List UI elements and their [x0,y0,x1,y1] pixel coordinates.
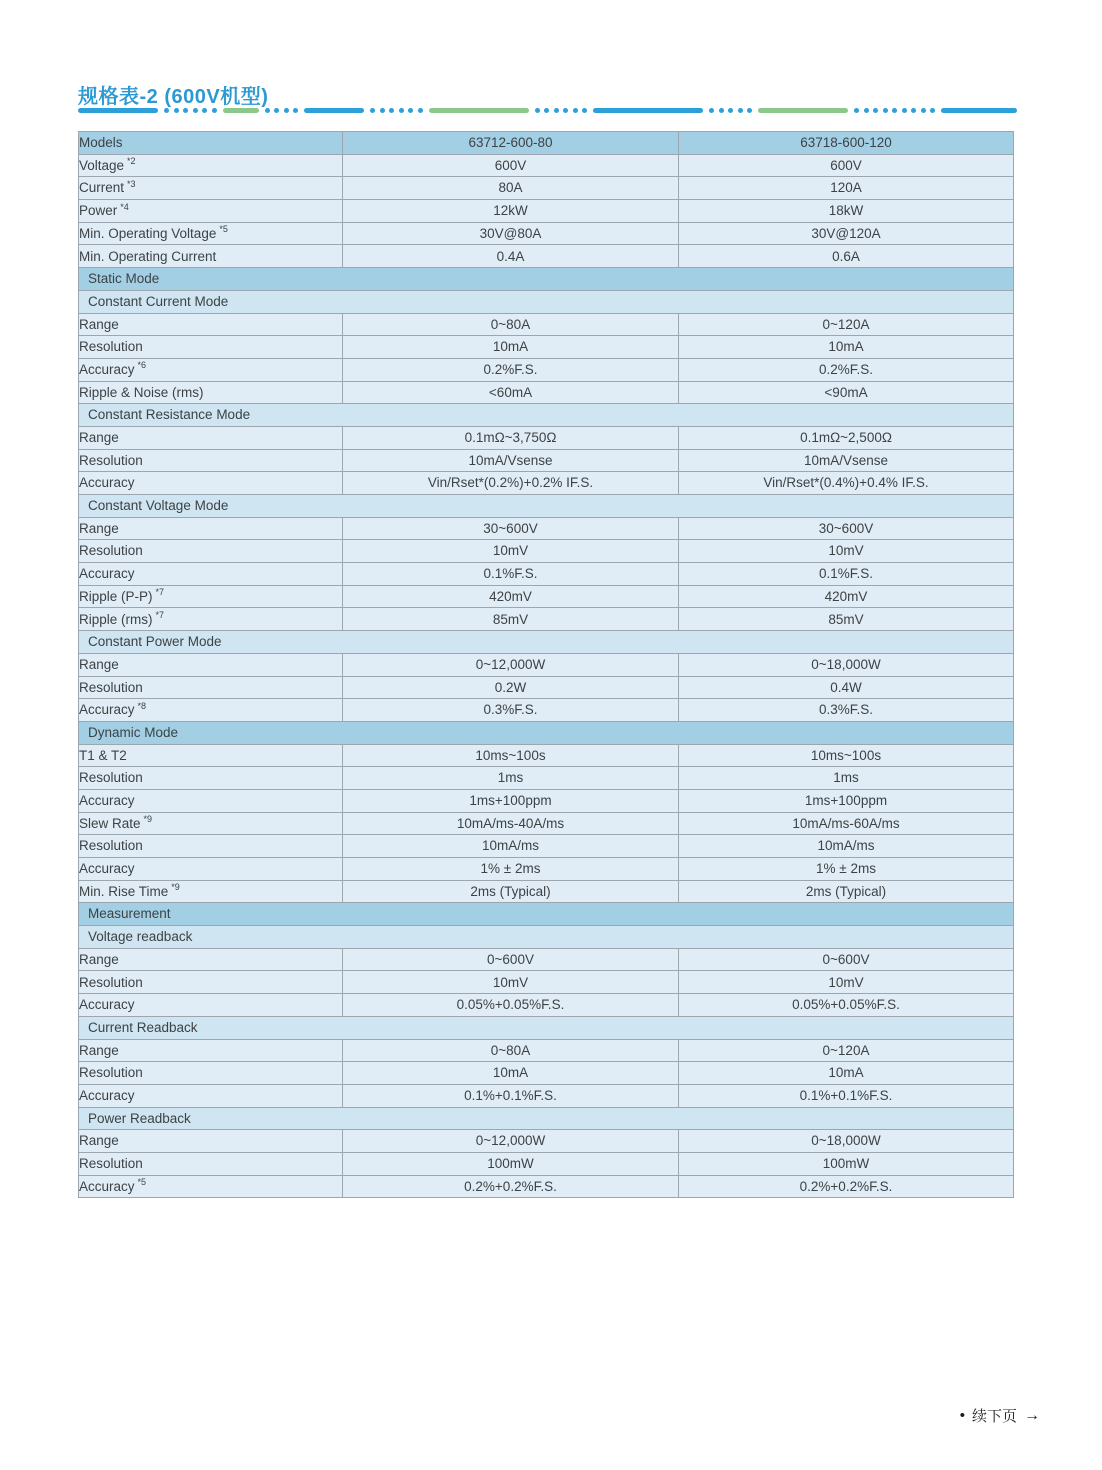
row-label: Min. Rise Time $^{*9}$ [79,880,343,903]
row-value-model2: 600V [679,154,1014,177]
row-value-model1: 10mA [343,1062,679,1085]
table-row [79,222,1014,245]
table-row [79,358,1014,381]
table-row [79,585,1014,608]
row-label: Accuracy $^{*5}$ [79,1175,343,1198]
continued-next-page-note [960,1405,1040,1426]
row-value-model2: 0~600V [679,948,1014,971]
row-label: Resolution [79,971,343,994]
subsection-header-row [79,1016,1014,1039]
table-row [79,472,1014,495]
section-header-label: Power Readback [79,1107,1014,1130]
table-row [79,1175,1014,1198]
row-value-model1: 0.2W [343,676,679,699]
row-value-model2: 0.2%F.S. [679,358,1014,381]
table-row [79,994,1014,1017]
table-row [79,676,1014,699]
deco-bar [304,108,364,113]
deco-bar [758,108,848,113]
row-value-model2: 1ms+100ppm [679,789,1014,812]
footnote-marker: *9 [143,814,153,825]
subsection-header-row [79,926,1014,949]
spec-table [78,131,1014,1198]
row-value-model1: 10mV [343,971,679,994]
row-label: Resolution [79,1062,343,1085]
models-header-row [79,132,1014,155]
row-value-model2: 100mW [679,1152,1014,1175]
row-value-model2: 10mA [679,336,1014,359]
table-row [79,563,1014,586]
section-header-row [79,268,1014,291]
row-value-model2: 420mV [679,585,1014,608]
table-row [79,948,1014,971]
title-underline-decoration [78,107,1022,114]
row-value-model2: 10mV [679,540,1014,563]
row-value-model2: 0.1mΩ~2,500Ω [679,426,1014,449]
row-value-model1: 1ms+100ppm [343,789,679,812]
row-label: Resolution [79,336,343,359]
footnote-marker: *3 [127,178,136,189]
row-value-model1: 600V [343,154,679,177]
deco-dots [709,108,752,113]
table-row [79,1130,1014,1153]
footnote-marker: *8 [137,700,147,711]
row-label: Min. Operating Voltage $^{*5}$ [79,222,343,245]
row-value-model1: 0.1mΩ~3,750Ω [343,426,679,449]
row-value-model2: 1% ± 2ms [679,858,1014,881]
row-label: Accuracy [79,472,343,495]
table-row [79,767,1014,790]
row-value-model1: 10ms~100s [343,744,679,767]
row-value-model2: 0~18,000W [679,653,1014,676]
table-row [79,835,1014,858]
table-row [79,154,1014,177]
row-value-model1: 10mA/ms [343,835,679,858]
section-header-row [79,721,1014,744]
row-value-model2: 0.1%+0.1%F.S. [679,1084,1014,1107]
row-value-model1: 0.4A [343,245,679,268]
row-value-model1: 0~12,000W [343,1130,679,1153]
section-header-label: Measurement [79,903,1014,926]
section-header-label: Voltage readback [79,926,1014,949]
section-header-label: Static Mode [79,268,1014,291]
row-value-model1: 10mA [343,336,679,359]
row-value-model1: 1% ± 2ms [343,858,679,881]
row-value-model2: 0~18,000W [679,1130,1014,1153]
row-label: Resolution [79,540,343,563]
models-header-label: Models [79,132,343,155]
section-header-label: Constant Current Mode [79,290,1014,313]
row-value-model1: Vin/Rset*(0.2%)+0.2% IF.S. [343,472,679,495]
table-row [79,517,1014,540]
row-value-model1: 0~600V [343,948,679,971]
footnote-marker: *7 [155,610,165,621]
row-label: Min. Operating Current [79,245,343,268]
row-value-model1: 2ms (Typical) [343,880,679,903]
row-label: Slew Rate $^{*9}$ [79,812,343,835]
table-row [79,336,1014,359]
table-row [79,971,1014,994]
row-value-model1: <60mA [343,381,679,404]
row-value-model2: 10mA/ms-60A/ms [679,812,1014,835]
section-header-row [79,903,1014,926]
row-value-model1: 0.2%+0.2%F.S. [343,1175,679,1198]
subsection-header-row [79,404,1014,427]
deco-dots [265,108,299,113]
continued-text: 续下页 [971,1408,1017,1425]
row-value-model2: 10mA/Vsense [679,449,1014,472]
section-header-label: Current Readback [79,1016,1014,1039]
table-row [79,313,1014,336]
row-label: Accuracy [79,858,343,881]
row-value-model1: 1ms [343,767,679,790]
model-column-2: 63718-600-120 [679,132,1014,155]
footnote-marker: *7 [155,587,165,598]
footnote-marker: *6 [137,360,147,371]
table-row [79,1152,1014,1175]
row-value-model1: 10mA/Vsense [343,449,679,472]
footnote-marker: *5 [137,1177,147,1188]
section-header-label: Constant Voltage Mode [79,495,1014,518]
table-row [79,200,1014,223]
row-value-model2: 10ms~100s [679,744,1014,767]
page-title: 规格表-2 (600V机型) [78,86,269,108]
deco-dots [370,108,423,113]
row-label: Accuracy $^{*8}$ [79,699,343,722]
footnote-marker: *5 [219,224,228,235]
row-label: Resolution [79,676,343,699]
row-value-model2: 0~120A [679,1039,1014,1062]
row-value-model1: 30V@80A [343,222,679,245]
row-label: Accuracy [79,563,343,586]
row-value-model1: 420mV [343,585,679,608]
table-row [79,245,1014,268]
section-header-label: Dynamic Mode [79,721,1014,744]
model-column-1: 63712-600-80 [343,132,679,155]
section-header-label: Constant Resistance Mode [79,404,1014,427]
table-row [79,744,1014,767]
row-value-model2: 30V@120A [679,222,1014,245]
table-row [79,858,1014,881]
row-value-model2: 0.2%+0.2%F.S. [679,1175,1014,1198]
deco-dots [854,108,935,113]
table-row [79,449,1014,472]
row-label: Ripple (rms) $^{*7}$ [79,608,343,631]
row-value-model1: 0.05%+0.05%F.S. [343,994,679,1017]
deco-bar [223,108,259,113]
row-value-model1: 80A [343,177,679,200]
row-value-model2: 18kW [679,200,1014,223]
row-label: Accuracy $^{*6}$ [79,358,343,381]
row-value-model2: 0.3%F.S. [679,699,1014,722]
row-label: T1 & T2 [79,744,343,767]
table-row [79,653,1014,676]
table-row [79,880,1014,903]
row-label: Resolution [79,767,343,790]
row-value-model1: 0~12,000W [343,653,679,676]
row-label: Resolution [79,449,343,472]
row-value-model1: 0~80A [343,313,679,336]
row-value-model1: 12kW [343,200,679,223]
row-value-model2: 10mA/ms [679,835,1014,858]
section-header-label: Constant Power Mode [79,631,1014,654]
row-label: Range [79,313,343,336]
row-label: Power $^{*4}$ [79,200,343,223]
row-value-model2: 0~120A [679,313,1014,336]
row-label: Resolution [79,1152,343,1175]
subsection-header-row [79,631,1014,654]
table-row [79,540,1014,563]
row-label: Range [79,653,343,676]
row-label: Accuracy [79,1084,343,1107]
subsection-header-row [79,290,1014,313]
row-label: Ripple (P-P) $^{*7}$ [79,585,343,608]
row-label: Range [79,948,343,971]
row-value-model1: 0.2%F.S. [343,358,679,381]
row-value-model1: 30~600V [343,517,679,540]
row-label: Accuracy [79,789,343,812]
row-value-model2: 10mV [679,971,1014,994]
table-row [79,812,1014,835]
footnote-marker: *9 [171,882,180,893]
table-row [79,1084,1014,1107]
deco-dots [164,108,217,113]
bullet-icon: • [959,1407,965,1424]
table-row [79,426,1014,449]
row-label: Accuracy [79,994,343,1017]
row-label: Range [79,1130,343,1153]
row-label: Range [79,517,343,540]
row-value-model2: 2ms (Typical) [679,880,1014,903]
row-value-model2: 0.1%F.S. [679,563,1014,586]
row-value-model1: 0.1%+0.1%F.S. [343,1084,679,1107]
row-value-model1: 10mV [343,540,679,563]
row-value-model1: 85mV [343,608,679,631]
row-label: Current $^{*3}$ [79,177,343,200]
row-value-model2: <90mA [679,381,1014,404]
row-value-model2: 0.4W [679,676,1014,699]
subsection-header-row [79,1107,1014,1130]
row-label: Voltage $^{*2}$ [79,154,343,177]
deco-dots [535,108,588,113]
row-value-model1: 0.3%F.S. [343,699,679,722]
table-row [79,699,1014,722]
subsection-header-row [79,495,1014,518]
row-label: Range [79,1039,343,1062]
row-value-model2: Vin/Rset*(0.4%)+0.4% IF.S. [679,472,1014,495]
row-value-model2: 0.6A [679,245,1014,268]
row-value-model1: 10mA/ms-40A/ms [343,812,679,835]
row-label: Range [79,426,343,449]
row-label: Resolution [79,835,343,858]
row-value-model1: 0~80A [343,1039,679,1062]
footnote-marker: *2 [127,156,136,167]
row-value-model2: 85mV [679,608,1014,631]
table-row [79,608,1014,631]
table-row [79,381,1014,404]
row-value-model1: 0.1%F.S. [343,563,679,586]
table-row [79,789,1014,812]
footnote-marker: *4 [120,201,129,212]
deco-bar [593,108,703,113]
right-arrow-icon: → [1024,1406,1040,1424]
deco-bar [78,108,158,113]
deco-bar [429,108,529,113]
row-value-model2: 30~600V [679,517,1014,540]
table-row [79,1062,1014,1085]
row-value-model2: 0.05%+0.05%F.S. [679,994,1014,1017]
row-value-model1: 100mW [343,1152,679,1175]
row-value-model2: 120A [679,177,1014,200]
row-value-model2: 10mA [679,1062,1014,1085]
row-label: Ripple & Noise (rms) [79,381,343,404]
deco-bar [941,108,1017,113]
table-row [79,1039,1014,1062]
row-value-model2: 1ms [679,767,1014,790]
table-row [79,177,1014,200]
